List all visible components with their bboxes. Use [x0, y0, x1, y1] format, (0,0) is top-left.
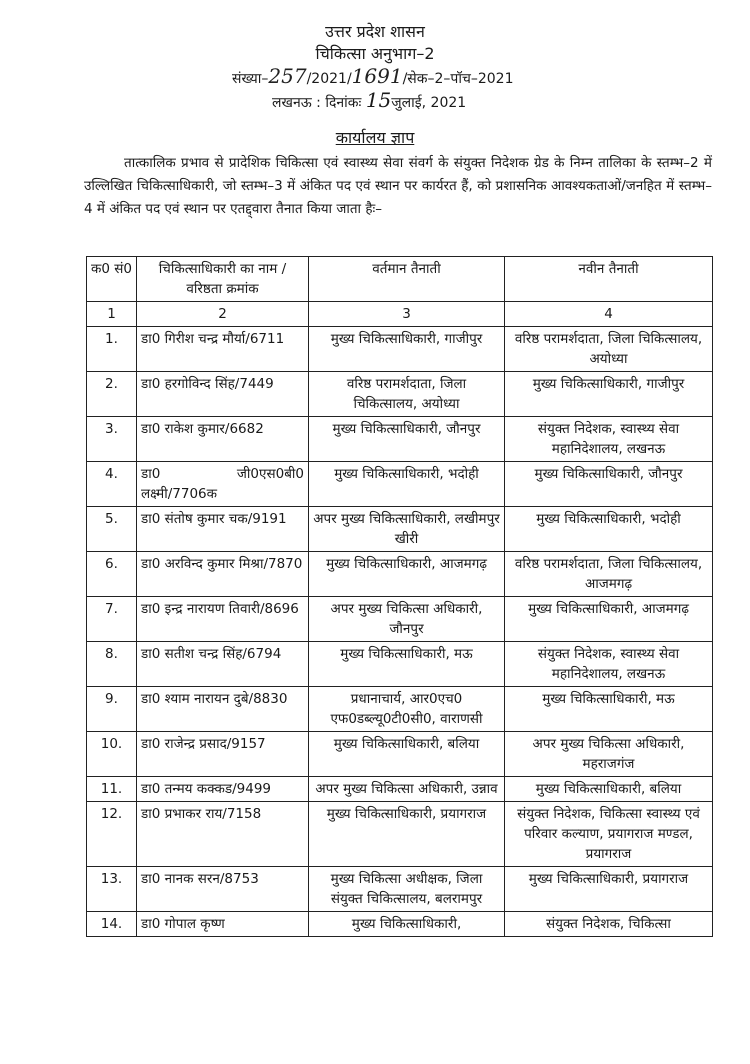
- serial-number-cell: 8.: [87, 642, 137, 687]
- table-row: [87, 597, 713, 642]
- current-posting-cell: मुख्य चिकित्साधिकारी, प्रयागराज: [309, 802, 505, 867]
- reference-number: संख्या–257/2021/1691/सेक–2–पॉच–2021: [232, 64, 514, 88]
- serial-number-cell: 9.: [87, 687, 137, 732]
- serial-number-cell: 4.: [87, 462, 137, 507]
- column-number-row: [87, 302, 713, 327]
- column-number: 2: [137, 302, 309, 327]
- handwritten-ref-1: 257: [268, 64, 307, 88]
- table-row: [87, 417, 713, 462]
- document-title: कार्यालय ज्ञाप: [335, 128, 415, 147]
- table-row: [87, 912, 713, 937]
- table-row: [87, 507, 713, 552]
- new-posting-cell: संयुक्त निदेशक, चिकित्सा: [505, 912, 713, 937]
- serial-number-cell: 1.: [87, 327, 137, 372]
- officer-name-cell: डा0 तन्मय कक्कड/9499: [137, 777, 309, 802]
- new-posting-cell: मुख्य चिकित्साधिकारी, बलिया: [505, 777, 713, 802]
- serial-number-cell: 13.: [87, 867, 137, 912]
- table-row: [87, 732, 713, 777]
- officer-name-cell: डा0 राजेन्द्र प्रसाद/9157: [137, 732, 309, 777]
- officer-name-cell: डा0 गोपाल कृष्ण: [137, 912, 309, 937]
- new-posting-cell: मुख्य चिकित्साधिकारी, भदोही: [505, 507, 713, 552]
- current-posting-cell: मुख्य चिकित्सा अधीक्षक, जिला संयुक्त चिकित्सालय, बलरामपुर: [309, 867, 505, 912]
- header-current-posting: वर्तमान तैनाती: [309, 257, 505, 302]
- new-posting-cell: अपर मुख्य चिकित्सा अधिकारी, महराजगंज: [505, 732, 713, 777]
- current-posting-cell: अपर मुख्य चिकित्साधिकारी, लखीमपुर खीरी: [309, 507, 505, 552]
- officer-name-cell: डा0 राकेश कुमार/6682: [137, 417, 309, 462]
- serial-number-cell: 10.: [87, 732, 137, 777]
- table-row: [87, 552, 713, 597]
- table-row: [87, 687, 713, 732]
- government-heading: उत्तर प्रदेश शासन: [325, 22, 425, 41]
- officer-name-cell: डा0 नानक सरन/8753: [137, 867, 309, 912]
- current-posting-cell: मुख्य चिकित्साधिकारी, गाजीपुर: [309, 327, 505, 372]
- table-row: [87, 867, 713, 912]
- serial-number-cell: 6.: [87, 552, 137, 597]
- current-posting-cell: मुख्य चिकित्साधिकारी, भदोही: [309, 462, 505, 507]
- new-posting-cell: संयुक्त निदेशक, स्वास्थ्य सेवा महानिदेशालय, लखनऊ: [505, 417, 713, 462]
- new-posting-cell: मुख्य चिकित्साधिकारी, प्रयागराज: [505, 867, 713, 912]
- current-posting-cell: प्रधानाचार्य, आर0एच0 एफ0डब्ल्यू0टी0सी0, वाराणसी: [309, 687, 505, 732]
- column-number: 4: [505, 302, 713, 327]
- officer-name-cell: डा0 अरविन्द कुमार मिश्रा/7870: [137, 552, 309, 597]
- header-serial: क0 सं0: [87, 257, 137, 302]
- officer-name-cell: डा0 इन्द्र नारायण तिवारी/8696: [137, 597, 309, 642]
- current-posting-cell: वरिष्ठ परामर्शदाता, जिला चिकित्सालय, अयोध्या: [309, 372, 505, 417]
- column-number: 1: [87, 302, 137, 327]
- current-posting-cell: मुख्य चिकित्साधिकारी, बलिया: [309, 732, 505, 777]
- table-row: [87, 802, 713, 867]
- table-row: [87, 327, 713, 372]
- current-posting-cell: मुख्य चिकित्साधिकारी, आजमगढ़: [309, 552, 505, 597]
- table-row: [87, 372, 713, 417]
- officer-name-cell: डा0 हरगोविन्द सिंह/7449: [137, 372, 309, 417]
- serial-number-cell: 5.: [87, 507, 137, 552]
- date-line: लखनऊ : दिनांकः 15जुलाई, 2021: [272, 88, 467, 112]
- serial-number-cell: 11.: [87, 777, 137, 802]
- new-posting-cell: वरिष्ठ परामर्शदाता, जिला चिकित्सालय, अयोध्या: [505, 327, 713, 372]
- new-posting-cell: मुख्य चिकित्साधिकारी, आजमगढ़: [505, 597, 713, 642]
- serial-number-cell: 2.: [87, 372, 137, 417]
- table-body: [87, 327, 713, 937]
- current-posting-cell: मुख्य चिकित्साधिकारी, जौनपुर: [309, 417, 505, 462]
- serial-number-cell: 7.: [87, 597, 137, 642]
- officer-name-cell: डा0 श्याम नारायन दुबे/8830: [137, 687, 309, 732]
- table-row: [87, 642, 713, 687]
- column-number: 3: [309, 302, 505, 327]
- current-posting-cell: मुख्य चिकित्साधिकारी,: [309, 912, 505, 937]
- new-posting-cell: मुख्य चिकित्साधिकारी, मऊ: [505, 687, 713, 732]
- officer-name-cell: डा0 जी0एस0बी0 लक्ष्मी/7706क: [137, 462, 309, 507]
- posting-table: [86, 256, 713, 937]
- current-posting-cell: अपर मुख्य चिकित्सा अधिकारी, उन्नाव: [309, 777, 505, 802]
- officer-name-cell: डा0 संतोष कुमार चक/9191: [137, 507, 309, 552]
- new-posting-cell: वरिष्ठ परामर्शदाता, जिला चिकित्सालय, आजमगढ़: [505, 552, 713, 597]
- table-row: [87, 777, 713, 802]
- current-posting-cell: मुख्य चिकित्साधिकारी, मऊ: [309, 642, 505, 687]
- handwritten-ref-2: 1691: [351, 64, 403, 88]
- new-posting-cell: मुख्य चिकित्साधिकारी, जौनपुर: [505, 462, 713, 507]
- body-paragraph: तात्कालिक प्रभाव से प्रादेशिक चिकित्सा एवं स्वास्थ्य सेवा संवर्ग के संयुक्त निदेशक ग्रेड के निम्न तालिका के स्तम्भ–2 में उल्लिखित चिकित्साधिकारी, जो स्तम्भ–3 में अंकित पद एवं स्थान पर कार्यरत हैं, को प्रशासनिक आवश्यकताओं/जनहित में स्तम्भ–4 में अंकित पद एवं स्थान पर एतद्द्वारा तैनात किया जाता हैः–: [84, 155, 712, 217]
- serial-number-cell: 14.: [87, 912, 137, 937]
- header-officer: चिकित्साधिकारी का नाम / वरिष्ठता क्रमांक: [137, 257, 309, 302]
- section-heading: चिकित्सा अनुभाग–2: [315, 44, 435, 63]
- new-posting-cell: मुख्य चिकित्साधिकारी, गाजीपुर: [505, 372, 713, 417]
- header-new-posting: नवीन तैनाती: [505, 257, 713, 302]
- serial-number-cell: 3.: [87, 417, 137, 462]
- officer-name-cell: डा0 प्रभाकर राय/7158: [137, 802, 309, 867]
- table-header-row: [87, 257, 713, 302]
- handwritten-date: 15: [365, 88, 392, 112]
- serial-number-cell: 12.: [87, 802, 137, 867]
- current-posting-cell: अपर मुख्य चिकित्सा अधिकारी, जौनपुर: [309, 597, 505, 642]
- new-posting-cell: संयुक्त निदेशक, स्वास्थ्य सेवा महानिदेशालय, लखनऊ: [505, 642, 713, 687]
- new-posting-cell: संयुक्त निदेशक, चिकित्सा स्वास्थ्य एवं परिवार कल्याण, प्रयागराज मण्डल, प्रयागराज: [505, 802, 713, 867]
- table-row: [87, 462, 713, 507]
- officer-name-cell: डा0 सतीश चन्द्र सिंह/6794: [137, 642, 309, 687]
- officer-name-cell: डा0 गिरीश चन्द्र मौर्या/6711: [137, 327, 309, 372]
